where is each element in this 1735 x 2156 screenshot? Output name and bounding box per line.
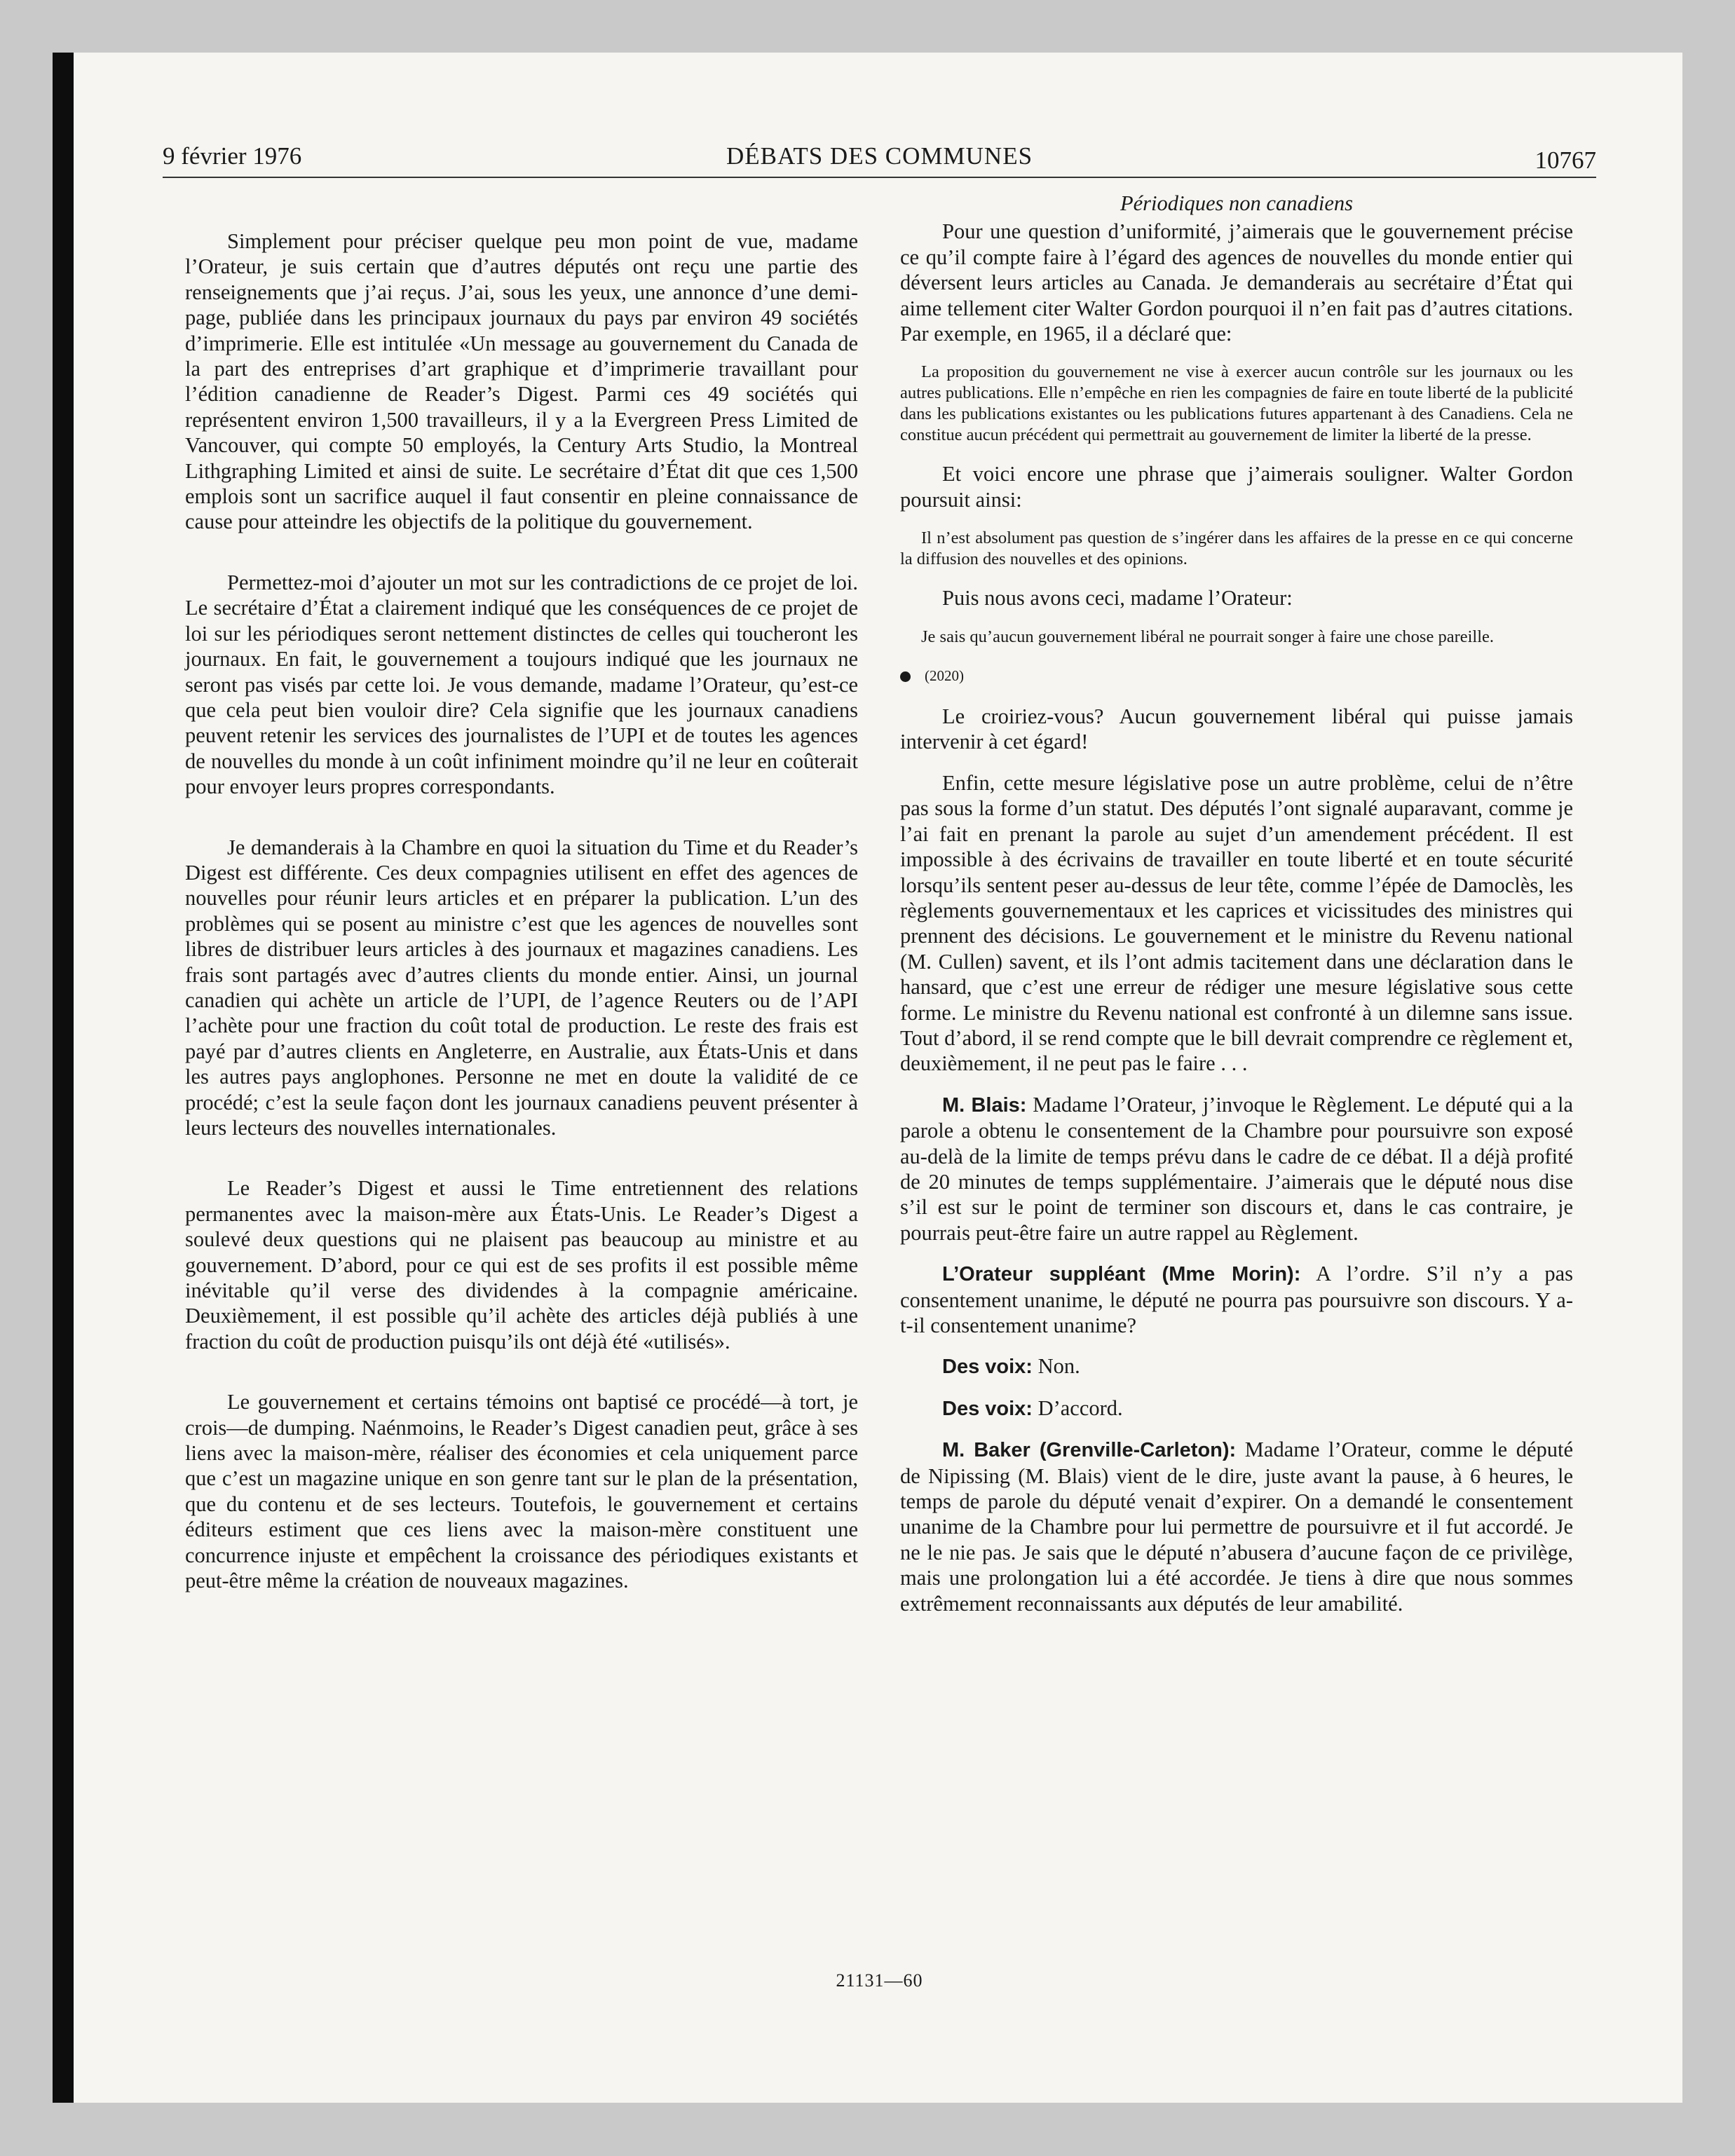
speaker-name: Des voix: — [942, 1397, 1033, 1420]
paragraph: Le gouvernement et certains témoins ont baptisé ce procédé—à tort, je crois—de dumping. Naénmoins, le Reader’s Digest canadien peut, grâce à ses liens avec la maison-mère, réaliser des économies et cela uniquement parce que c’est un magazine unique en son genre tant sur le plan de la présentation, que du contenu et de ses lecteurs. Toutefois, le gouvernement et certains éditeurs estiment que ces liens avec la maison-mère constituent une concurrence injuste et empêchent la croissance des périodiques existants et peut-être même la création de nouveaux magazines. — [185, 1390, 858, 1593]
speech — [900, 1353, 1573, 1379]
paragraph: Enfin, cette mesure législative pose un autre problème, celui de n’être pas sous la forme d’un statut. Des députés l’ont signalé auparavant, comme je l’ai fait en prenant la parole au sujet d’un amendement précédent. Il est impossible à des écrivains de travailler en toute liberté et en toute sécurité lorsqu’ils sentent peser au-dessus de leur tête, comme l’épée de Damoclès, les règlements gouvernementaux et les caprices et vicissitudes des ministres qui prennent des décisions. Le gouvernement et le ministre du Revenu national (M. Cullen) savent, et ils l’ont admis tacitement dans une déclaration dans le hansard, que c’est une erreur de rédiger une mesure législative sous cette forme. Le ministre du Revenu national est confronté à un dilemne sans issue. Tout d’abord, il se rend compte que le bill devrait comprendre ce règlement et, deuxièmement, il ne peut pas le faire . . . — [900, 770, 1573, 1076]
timestamp-text: (2020) — [925, 667, 964, 684]
speech — [900, 1437, 1573, 1616]
paragraph: Puis nous avons ceci, madame l’Orateur: — [942, 586, 1293, 610]
paragraph: Simplement pour préciser quelque peu mon point de vue, madame l’Orateur, je suis certain que d’autres députés ont reçu une partie des renseignements que j’ai reçus. J’ai, sous les yeux, une annonce d’une demi-page, publiée dans les principaux journaux du pays par environ 49 sociétés d’imprimerie. Elle est intitulée «Un message au gouvernement du Canada de la part des entreprises d’art graphique et d’imprimerie travaillant pour l’édition canadienne de Reader’s Digest. Parmi ces 49 sociétés qui représentent environ 1,500 travailleurs, il y a la Evergreen Press Limited de Vancouver, qui compte 50 employés, la Century Arts Studio, la Montreal Lithgraphing Limited et ainsi de suite. Le secrétaire d’État dit que ces 1,500 emplois sont un sacrifice auquel il faut consentir en pleine connaissance de cause pour atteindre les objectifs de la politique du gouvernement. — [185, 229, 858, 534]
paragraph: Le Reader’s Digest et aussi le Time entretiennent des relations permanentes avec la maison-mère aux États-Unis. Le Reader’s Digest a soulevé deux questions qui ne plaisent pas beaucoup au ministre et au gouvernement. D’abord, pour ce qui est de ses profits il est possible même inévitable qu’il verse des dividendes à la compagnie américaine. Deuxièmement, il est possible qu’il achète des articles déjà publiés à une fraction du coût de production puisqu’ils ont déjà été «utilisés». — [185, 1176, 858, 1353]
speech-text: Madame l’Orateur, j’invoque le Règlement. Le député qui a la parole a obtenu le consentement de la Chambre pour poursuivre son exposé au-delà de la limite de temps prévu dans le cadre de ce débat. Il a déjà profité de 20 minutes de temps supplémentaire. J’aimerais que le député nous dise s’il est sur le point de terminer son discours et, dans le cas contraire, je pourrais peut-être faire un autre rappel au Règlement. — [900, 1092, 1573, 1245]
block-quote: Je sais qu’aucun gouvernement libéral ne pourrait songer à faire une chose pareille. — [921, 627, 1495, 646]
speech-text: D’accord. — [1037, 1396, 1123, 1420]
speaker-name: M. Blais: — [942, 1093, 1027, 1117]
paragraph: Et voici encore une phrase que j’aimerais souligner. Walter Gordon poursuit ainsi: — [900, 462, 1573, 512]
speech — [900, 1261, 1573, 1338]
speaker-name: L’Orateur suppléant (Mme Morin): — [942, 1263, 1301, 1286]
block-quote: Il n’est absolument pas question de s’ingérer dans les affaires de la presse en ce qui concerne la diffusion des nouvelles et des opinions. — [900, 528, 1573, 569]
binding-edge — [53, 53, 74, 2103]
paragraph: Permettez-moi d’ajouter un mot sur les contradictions de ce projet de loi. Le secrétaire d’État a clairement indiqué que les conséquences de ce projet de loi sur les périodiques seront nettement distinctes de celles qui toucheront les journaux. En fait, le gouvernement a toujours indiqué que les journaux ne seront pas visés par cette loi. Je vous demande, madame l’Orateur, qu’est-ce que cela peut bien vouloir dire? Cela signifie que les journaux canadiens peuvent retenir les services des journalistes de l’UPI et de toutes les agences de nouvelles du monde à un coût infiniment moindre qu’il ne leur en coûterait pour envoyer leurs propres correspondants. — [185, 570, 858, 799]
left-column — [185, 228, 858, 1629]
paragraph: Pour une question d’uniformité, j’aimerais que le gouvernement précise ce qu’il compte faire à l’égard des agences de nouvelles du monde entier qui déversent leurs articles au Canada. Je demanderais au secrétaire d’État qui aime tellement citer Walter Gordon pourquoi il n’en fait pas d’autres citations. Par exemple, en 1965, il a déclaré que: — [900, 219, 1573, 346]
header-title: DÉBATS DES COMMUNES — [726, 142, 1033, 170]
paragraph: Je demanderais à la Chambre en quoi la situation du Time et du Reader’s Digest est différente. Ces deux compagnies utilisent en effet des agences de nouvelles pour réunir leurs articles et en préparer la publication. L’un des problèmes qui se posent au ministre c’est que les agences de nouvelles sont libres de distribuer leurs articles à des journaux et magazines canadiens. Les frais sont partagés avec d’autres clients du monde entier. Ainsi, un journal canadien qui achète un article de l’UPI, de l’agence Reuters ou de l’API l’achète pour une fraction du coût total de production. Le reste des frais est payé par d’autres clients en Angleterre, en Australie, aux États-Unis et dans les autres pays anglophones. Personne ne met en doute la validité de ce procédé; c’est la seule façon dont les journaux canadiens peuvent présenter à leurs lecteurs des nouvelles internationales. — [185, 835, 858, 1140]
paragraph: Le croiriez-vous? Aucun gouvernement libéral qui puisse jamais intervenir à cet égard! — [900, 704, 1573, 754]
speech — [900, 1396, 1573, 1421]
speech-text: A l’ordre. S’il n’y a pas consentement unanime, le député ne pourra pas poursuivre son discours. Y a-t-il consentement unanime? — [900, 1262, 1573, 1337]
speech-text: Non. — [1037, 1354, 1080, 1379]
speaker-name: Des voix: — [942, 1356, 1033, 1379]
speech-text: Madame l’Orateur, comme le député de Nipissing (M. Blais) vient de le dire, juste avant la pause, à 6 heures, le temps de parole du député venait d’expirer. On a demandé le consentement unanime de la Chambre pour lui permettre de poursuivre et il fut accordé. Je ne le nie pas. Je sais que le député n’abusera d’aucune façon de ce privilège, mais une prolongation lui a été accordée. Je tiens à dire que nous sommes extrêmement reconnaissants aux députés de leur amabilité. — [900, 1438, 1574, 1616]
header-date: 9 février 1976 — [163, 142, 302, 170]
speech — [900, 1092, 1573, 1246]
bullet-dot-icon — [900, 671, 911, 682]
document-page — [163, 140, 1596, 2019]
timestamp-marker — [900, 663, 1573, 688]
section-heading: Périodiques non canadiens — [1120, 191, 1354, 215]
running-header — [163, 140, 1596, 178]
page-footer-code: 21131—60 — [836, 1970, 923, 1991]
right-column — [900, 191, 1573, 1632]
header-page-number: 10767 — [1535, 146, 1596, 174]
speaker-name: M. Baker (Grenville-Carleton): — [942, 1439, 1237, 1462]
block-quote: La proposition du gouvernement ne vise à exercer aucun contrôle sur les journaux ou les autres publications. Elle n’empêche en rien les compagnies de faire en toute liberté de la publicité dans les publications existantes ou les publications futures appartenant à des Canadiens. Cela ne constitue aucun précédent qui permettrait au gouvernement de limiter la liberté de la presse. — [900, 362, 1573, 445]
